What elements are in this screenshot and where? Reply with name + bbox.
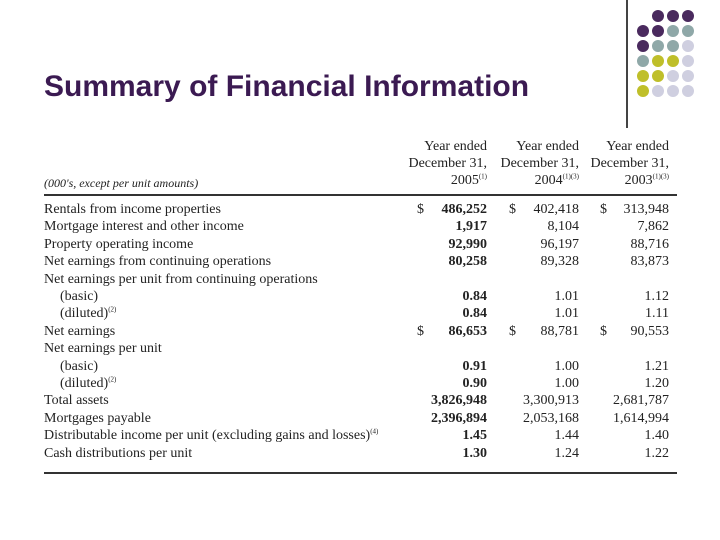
row-label-text: Cash distributions per unit	[44, 445, 193, 461]
row-label-text: Mortgage interest and other income	[44, 219, 244, 235]
cell-value: 0.84	[462, 289, 487, 304]
cell-value: 90,553	[630, 323, 669, 339]
decorative-dot	[682, 40, 694, 52]
column-header	[408, 138, 487, 189]
cell-value: 1.01	[554, 306, 579, 322]
row-label	[60, 376, 116, 392]
table-row	[0, 341, 720, 359]
decorative-dot	[667, 85, 679, 97]
dollar-sign: $	[417, 323, 424, 339]
decorative-dot	[667, 10, 679, 22]
cell-value: 1.12	[644, 289, 669, 304]
table-row	[0, 376, 720, 394]
row-label-text: Rentals from income properties	[44, 202, 221, 217]
slide-title: Summary of Financial Information	[44, 70, 530, 103]
table-row	[0, 428, 720, 446]
row-label	[44, 341, 162, 357]
cell-value: 0.90	[462, 376, 487, 391]
row-label	[44, 202, 221, 218]
row-label	[44, 428, 378, 444]
column-header-line1: Year ended	[424, 139, 487, 154]
units-note: (000's, except per unit amounts)	[44, 176, 199, 190]
column-header-line1: Year ended	[516, 139, 579, 154]
column-header-year: 2004	[534, 173, 563, 188]
row-label	[44, 254, 271, 270]
table-row	[0, 446, 720, 464]
cell-value: 402,418	[533, 202, 579, 217]
cell-value: 83,873	[630, 254, 669, 270]
column-header-line2: December 31,	[500, 156, 579, 171]
column-header-year: 2003	[624, 173, 653, 188]
column-header	[590, 138, 669, 189]
cell-value: 313,948	[623, 202, 669, 217]
column-header-line2: December 31,	[408, 156, 487, 171]
row-label-text: Net earnings per unit	[44, 341, 162, 357]
cell-value: 92,990	[448, 236, 487, 252]
table-row	[0, 254, 720, 272]
cell-value: 1.44	[554, 428, 579, 444]
row-label	[44, 411, 151, 427]
row-label-text: Total assets	[44, 393, 109, 409]
cell-value: 7,862	[637, 219, 669, 235]
row-label-text: (basic)	[60, 289, 99, 304]
decorative-dot	[637, 25, 649, 37]
dollar-sign: $	[509, 202, 516, 217]
decorative-dot	[667, 25, 679, 37]
row-label	[44, 446, 192, 462]
dollar-sign: $	[509, 323, 516, 339]
row-footnote: (2)	[108, 305, 117, 314]
decorative-dot	[652, 40, 664, 52]
table-row	[0, 237, 720, 255]
cell-value: 1.00	[554, 358, 579, 374]
row-label	[60, 306, 116, 322]
row-label	[44, 393, 109, 409]
decorative-dot	[667, 40, 679, 52]
decorative-dot	[652, 70, 664, 82]
row-label-text: (diluted)	[60, 376, 109, 391]
cell-value: 1,614,994	[613, 410, 669, 426]
row-label	[44, 272, 318, 288]
cell-value: 80,258	[448, 254, 487, 270]
table-bottom-rule	[44, 472, 677, 474]
decorative-dot	[637, 85, 649, 97]
row-label-text: Property operating income	[44, 236, 194, 252]
table-row	[0, 324, 720, 342]
row-footnote: (4)	[370, 427, 379, 436]
column-header-footnote: (1)(3)	[652, 172, 669, 181]
column-header-footnote: (1)	[478, 172, 487, 181]
cell-value: 88,781	[540, 323, 579, 339]
cell-value: 1.01	[554, 289, 579, 304]
column-header-line2: December 31,	[590, 156, 669, 171]
decorative-dot	[652, 55, 664, 67]
row-label-text: Distributable income per unit (excluding gains and losses)	[44, 428, 371, 444]
cell-value: 89,328	[540, 254, 579, 270]
column-header	[500, 138, 579, 189]
decorative-dot	[667, 55, 679, 67]
row-label-text: Net earnings per unit from continuing operations	[44, 271, 318, 287]
row-label	[44, 324, 115, 340]
cell-value: 88,716	[630, 236, 669, 252]
column-header-line1: Year ended	[606, 139, 669, 154]
cell-value: 2,681,787	[613, 393, 669, 409]
dollar-sign: $	[417, 202, 424, 217]
decorative-dot	[682, 55, 694, 67]
row-label-text: (basic)	[60, 358, 99, 374]
table-row	[0, 359, 720, 377]
table-row	[0, 219, 720, 237]
dollar-sign: $	[600, 202, 607, 217]
table-row	[0, 202, 720, 220]
row-label-text: Net earnings from continuing operations	[44, 254, 272, 270]
cell-value: 1.20	[644, 376, 669, 391]
cell-value: 0.84	[462, 306, 487, 322]
decorative-dot	[682, 25, 694, 37]
row-label-text: (diluted)	[60, 306, 109, 322]
cell-value: 1.00	[554, 376, 579, 391]
decorative-dot	[637, 55, 649, 67]
cell-value: 486,252	[441, 202, 487, 217]
cell-value: 1.22	[644, 445, 669, 461]
title-divider	[626, 0, 628, 128]
cell-value: 1.24	[554, 445, 579, 461]
row-label	[44, 219, 244, 235]
table-row	[0, 272, 720, 290]
row-footnote: (2)	[108, 375, 117, 384]
cell-value: 1.30	[462, 445, 487, 461]
decorative-dot	[667, 70, 679, 82]
row-label	[44, 237, 193, 253]
cell-value: 2,053,168	[523, 410, 579, 426]
cell-value: 8,104	[547, 219, 579, 235]
cell-value: 1,917	[455, 219, 487, 235]
decorative-dot	[682, 70, 694, 82]
cell-value: 0.91	[462, 358, 487, 374]
row-label	[60, 289, 98, 305]
cell-value: 3,300,913	[523, 393, 579, 409]
decorative-dot	[682, 10, 694, 22]
table-header-rule	[44, 194, 677, 196]
cell-value: 96,197	[540, 236, 579, 252]
row-label	[60, 359, 98, 375]
cell-value: 86,653	[448, 323, 487, 339]
column-header-footnote: (1)(3)	[562, 172, 579, 181]
table-row	[0, 289, 720, 307]
dollar-sign: $	[600, 323, 607, 339]
cell-value: 1.45	[462, 428, 487, 444]
decorative-dot	[652, 85, 664, 97]
row-label-text: Mortgages payable	[44, 410, 151, 426]
decorative-dot	[652, 10, 664, 22]
decorative-dot	[637, 70, 649, 82]
decorative-dot	[682, 85, 694, 97]
column-header-year: 2005	[450, 173, 479, 188]
table-row	[0, 411, 720, 429]
row-label-text: Net earnings	[44, 323, 116, 339]
decorative-dot	[637, 40, 649, 52]
cell-value: 1.11	[645, 306, 669, 322]
cell-value: 3,826,948	[431, 393, 487, 409]
table-row	[0, 306, 720, 324]
decorative-dot	[652, 25, 664, 37]
table-row	[0, 393, 720, 411]
cell-value: 1.21	[644, 358, 669, 374]
cell-value: 1.40	[644, 428, 669, 444]
cell-value: 2,396,894	[431, 410, 487, 426]
